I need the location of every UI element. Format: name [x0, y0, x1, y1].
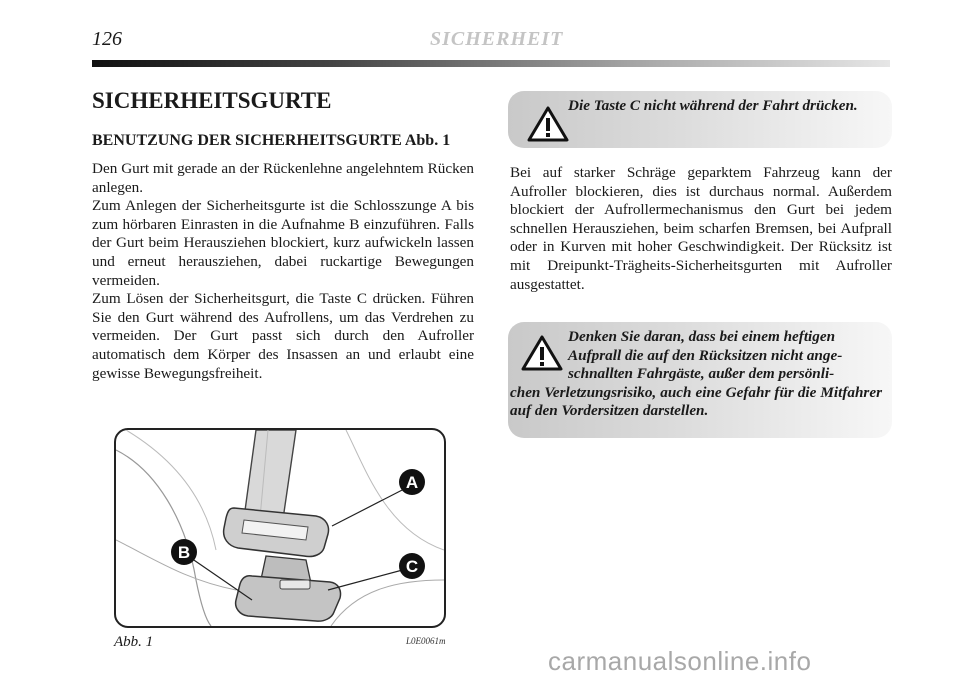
running-head: SICHERHEIT	[430, 28, 564, 50]
paragraph-retractor: Bei auf starker Schräge geparktem Fahrzeug kann der Aufroller blockieren, dies ist durchaus normal. Außerdem blockiert der Aufrollermechanismus den Gurt bei jedem schnellen Herausziehen, beim scharfen Bremsen, bei Aufprall oder in Kurven mit hoher Geschwindigkeit. Der Rücksitz ist mit Dreipunkt-Trägheits-Sicherheitsgurten mit Aufroller ausgestattet.	[510, 164, 892, 293]
callout-c	[399, 553, 425, 579]
seatbelt-figure	[114, 428, 446, 628]
page-number: 126	[92, 28, 122, 50]
svg-text:C: C	[405, 557, 419, 576]
warning-text: Die Taste C nicht während der Fahrt drücken.	[568, 97, 858, 114]
paragraph-fastening: Zum Anlegen der Sicherheitsgurte ist die Schlosszunge A bis zum hörbaren Einrasten in die Aufnahme B einzuführen. Falls der Gurt beim Herausziehen blockiert, kurz aufwickeln lassen und erneut herausziehen, dabei ruckartige Bewegungen vermeiden.	[92, 197, 474, 289]
header-rule	[92, 60, 890, 67]
subheading: BENUTZUNG DER SICHERHEITSGURTE Abb. 1	[92, 132, 451, 149]
warning-box-button	[508, 91, 892, 148]
right-body	[510, 164, 892, 294]
paragraph-posture: Den Gurt mit gerade an der Rückenlehne angelehntem Rücken anlegen.	[92, 160, 474, 196]
seatbelt-illustration	[116, 430, 444, 626]
leader-line-b	[188, 556, 252, 600]
leader-line-c	[328, 568, 410, 590]
figure-caption: Abb. 1	[114, 634, 154, 650]
svg-text:A: A	[405, 473, 419, 492]
paragraph-release: Zum Lösen der Sicherheitsgurt, die Taste C drücken. Führen Sie den Gurt während des Aufrollens, um das Verdrehen zu vermeiden. Der Gurt passt sich durch den Aufroller automatisch dem Körper des Insassen an und erlaubt eine gewisse Bewegungsfreiheit.	[92, 290, 474, 382]
warning-triangle-icon	[526, 105, 570, 143]
callout-a	[399, 469, 425, 495]
svg-text:B: B	[177, 543, 191, 562]
watermark: carmanualsonline.info	[548, 646, 812, 676]
figure-code: L0E0061m	[406, 636, 446, 646]
callout-b	[171, 539, 197, 565]
warning-text: Denken Sie daran, dass bei einem heftigen Aufprall die auf den Rücksitzen nicht ange- schnallten Fahrgäste, außer dem persönli- chen Verletzungsrisiko, auch eine Gefahr für die Mitfahrer auf den Vordersitzen darstellen.	[510, 328, 882, 420]
left-body	[92, 160, 474, 383]
section-title: SICHERHEITSGURTE	[92, 88, 332, 113]
warning-box-rear-seats	[508, 322, 892, 438]
